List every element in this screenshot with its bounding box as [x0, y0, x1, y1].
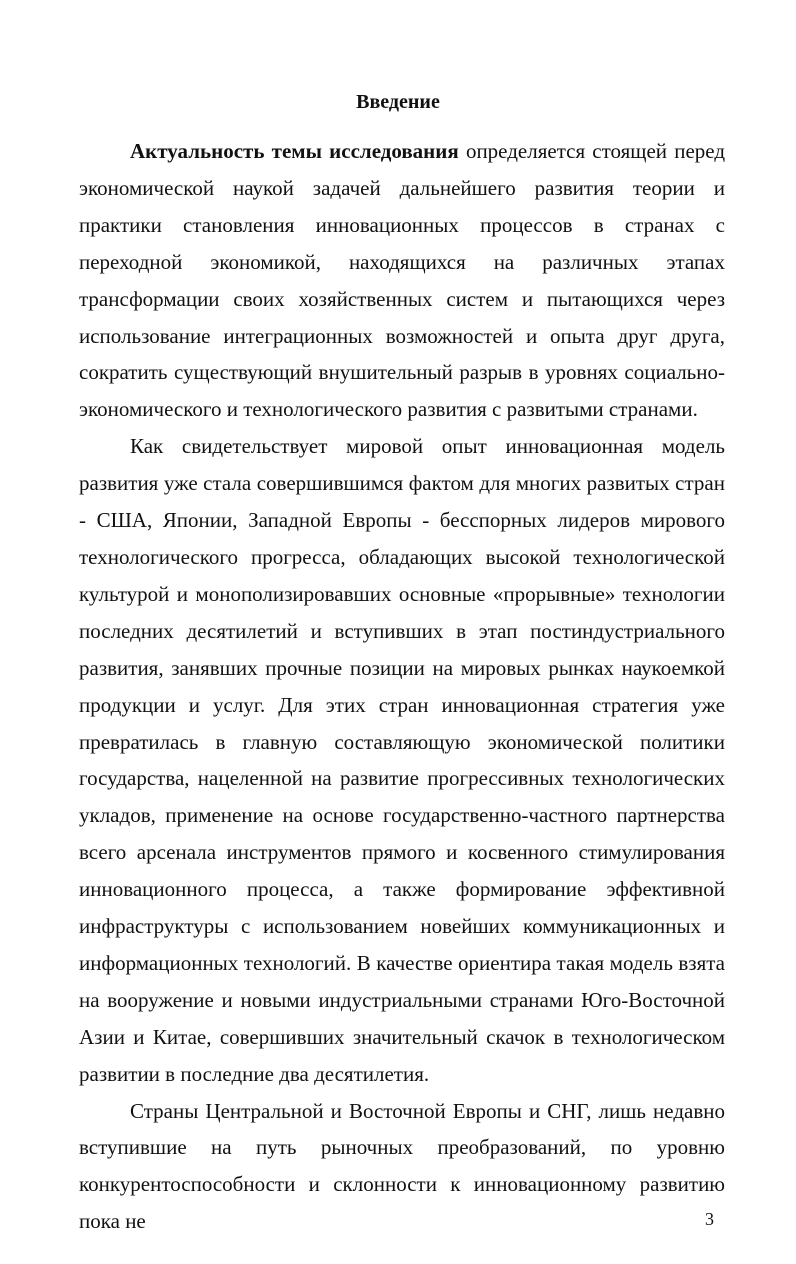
page-number: 3 — [705, 1209, 714, 1229]
paragraph-lead: Актуальность темы исследования — [130, 139, 459, 163]
paragraph-text: Страны Центральной и Восточной Европы и СНГ, лишь недавно вступившие на путь рыночных преобразований, по уровню конкурентоспособности и склонности к инновационному развитию пока не — [79, 1098, 725, 1234]
paragraph-text: Как свидетельствует мировой опыт инновационная модель развития уже стала совершившимся фактом для многих развитых стран - США, Японии, Западной Европы - бесспорных лидеров мирового технологического прогресса, обладающих высокой технологической культурой и монополизировавших основные «прорывные» технологии последних десятилетий и вступивших в этап постиндустриального развития, занявших прочные позиции на мировых рынках наукоемкой продукции и услуг. Для этих стран инновационная стратегия уже превратилась в главную составляющую экономической политики государства, нацеленной на развитие прогрессивных технологических укладов, применение на основе государственно-частного партнерства всего арсенала инструментов прямого и косвенного стимулирования инновационного процесса, а также формирование эффективной инфраструктуры с использованием новейших коммуникационных и информационных технологий. В качестве ориентира такая модель взята на вооружение и новыми индустриальными странами Юго-Восточной Азии и Китае, совершивших значительный скачок в технологическом развитии в последние два десятилетия. — [79, 434, 725, 1086]
paragraph-cee-cis — [79, 1093, 725, 1241]
paragraph-world-experience — [79, 428, 725, 1092]
paragraph-text: определяется стоящей перед экономической наукой задачей дальнейшего развития теории и практики становления инновационных процессов в странах с переходной экономикой, находящихся на различных этапах трансформации своих хозяйственных систем и пытающихся через использование интеграционных возможностей и опыта друг друга, сократить существующий внушительный разрыв в уровнях социально-экономического и технологического развития с развитыми странами. — [79, 139, 725, 422]
paragraph-relevance — [79, 133, 725, 428]
body-text — [79, 133, 725, 1240]
section-title: Введение — [356, 91, 440, 113]
